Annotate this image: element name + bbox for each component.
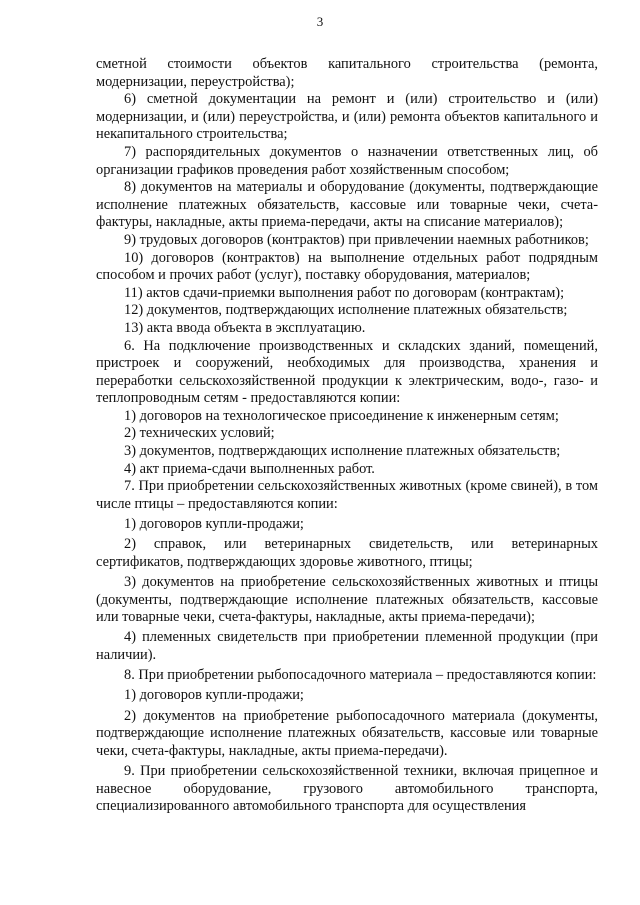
item-9-labor-contracts: 9) трудовых договоров (контрактов) при привлечении наемных работников; (124, 231, 589, 248)
section-6-item-2: 2) технических условий; (124, 425, 275, 442)
section-8-item-2: 2) документов на приобретение рыбопосадочного материала (документы, подтверждающие исполнение платежных обязательств, кассовые или товарные чеки, счета-фактуры, накладные, акты приема-передачи). (96, 707, 598, 759)
page-number: 3 (316, 14, 324, 29)
document-body (96, 56, 598, 816)
section-6-item-1: 1) договоров на технологическое присоединение к инженерным сетям; (124, 407, 559, 424)
section-7-item-4: 4) племенных свидетельств при приобретении племенной продукции (при наличии). (96, 629, 598, 663)
section-6-item-3: 3) документов, подтверждающих исполнение платежных обязательств; (124, 443, 561, 460)
section-7-item-1: 1) договоров купли-продажи; (124, 516, 304, 533)
section-8-item-1: 1) договоров купли-продажи; (124, 687, 304, 704)
section-7-item-2: 2) справок, или ветеринарных свидетельств, или ветеринарных сертификатов, подтверждающих здоровье животного, птицы; (96, 536, 598, 570)
item-11-acceptance-acts: 11) актов сдачи-приемки выполнения работ по договорам (контрактам); (124, 284, 565, 301)
section-8-fish-stock: 8. При приобретении рыбопосадочного материала – предоставляются копии: (124, 667, 597, 684)
section-9-machinery: 9. При приобретении сельскохозяйственной техники, включая прицепное и навесное оборудование, грузового автомобильного транспорта, специализированного автомобильного транспорта для осуществления (96, 762, 598, 815)
item-13-commissioning-act: 13) акта ввода объекта в эксплуатацию. (124, 319, 366, 336)
item-10-contract-works: 10) договоров (контрактов) на выполнение отдельных работ подрядным способом и прочих работ (услуг), поставку оборудования, материалов; (96, 249, 598, 284)
item-6-estimate-documentation: 6) сметной документации на ремонт и (или) строительство и (или) модернизации, и (или) переустройства, и (или) ремонта объектов капитального и некапитального строительства; (96, 91, 598, 143)
section-6-utility-connection: 6. На подключение производственных и складских зданий, помещений, пристроек и сооружений, необходимых для производства, хранения и переработки сельскохозяйственной продукции к электрическим, водо-, газо- и теплопроводным сетям - предоставляются копии: (96, 337, 598, 407)
section-7-livestock: 7. При приобретении сельскохозяйственных животных (кроме свиней), в том числе птицы – предоставляются копии: (96, 478, 598, 512)
section-7-item-3: 3) документов на приобретение сельскохозяйственных животных и птицы (документы, подтверждающие исполнение платежных обязательств, кассовые или товарные чеки, счета-фактуры, накладные, акты приема-передачи); (96, 574, 598, 626)
paragraph-continued-estimate-cost: сметной стоимости объектов капитального строительства (ремонта, модернизации, переустройства); (96, 56, 598, 90)
section-6-item-4: 4) акт приема-сдачи выполненных работ. (124, 460, 375, 477)
item-12-payment-documents: 12) документов, подтверждающих исполнение платежных обязательств; (124, 302, 568, 319)
item-7-administrative-documents: 7) распорядительных документов о назначении ответственных лиц, об организации графиков проведения работ хозяйственным способом; (96, 143, 598, 178)
item-8-materials-documents: 8) документов на материалы и оборудование (документы, подтверждающие исполнение платежных обязательств, кассовые или товарные чеки, счета-фактуры, накладные, акты приема-передачи, акты на списание материалов); (96, 179, 598, 231)
